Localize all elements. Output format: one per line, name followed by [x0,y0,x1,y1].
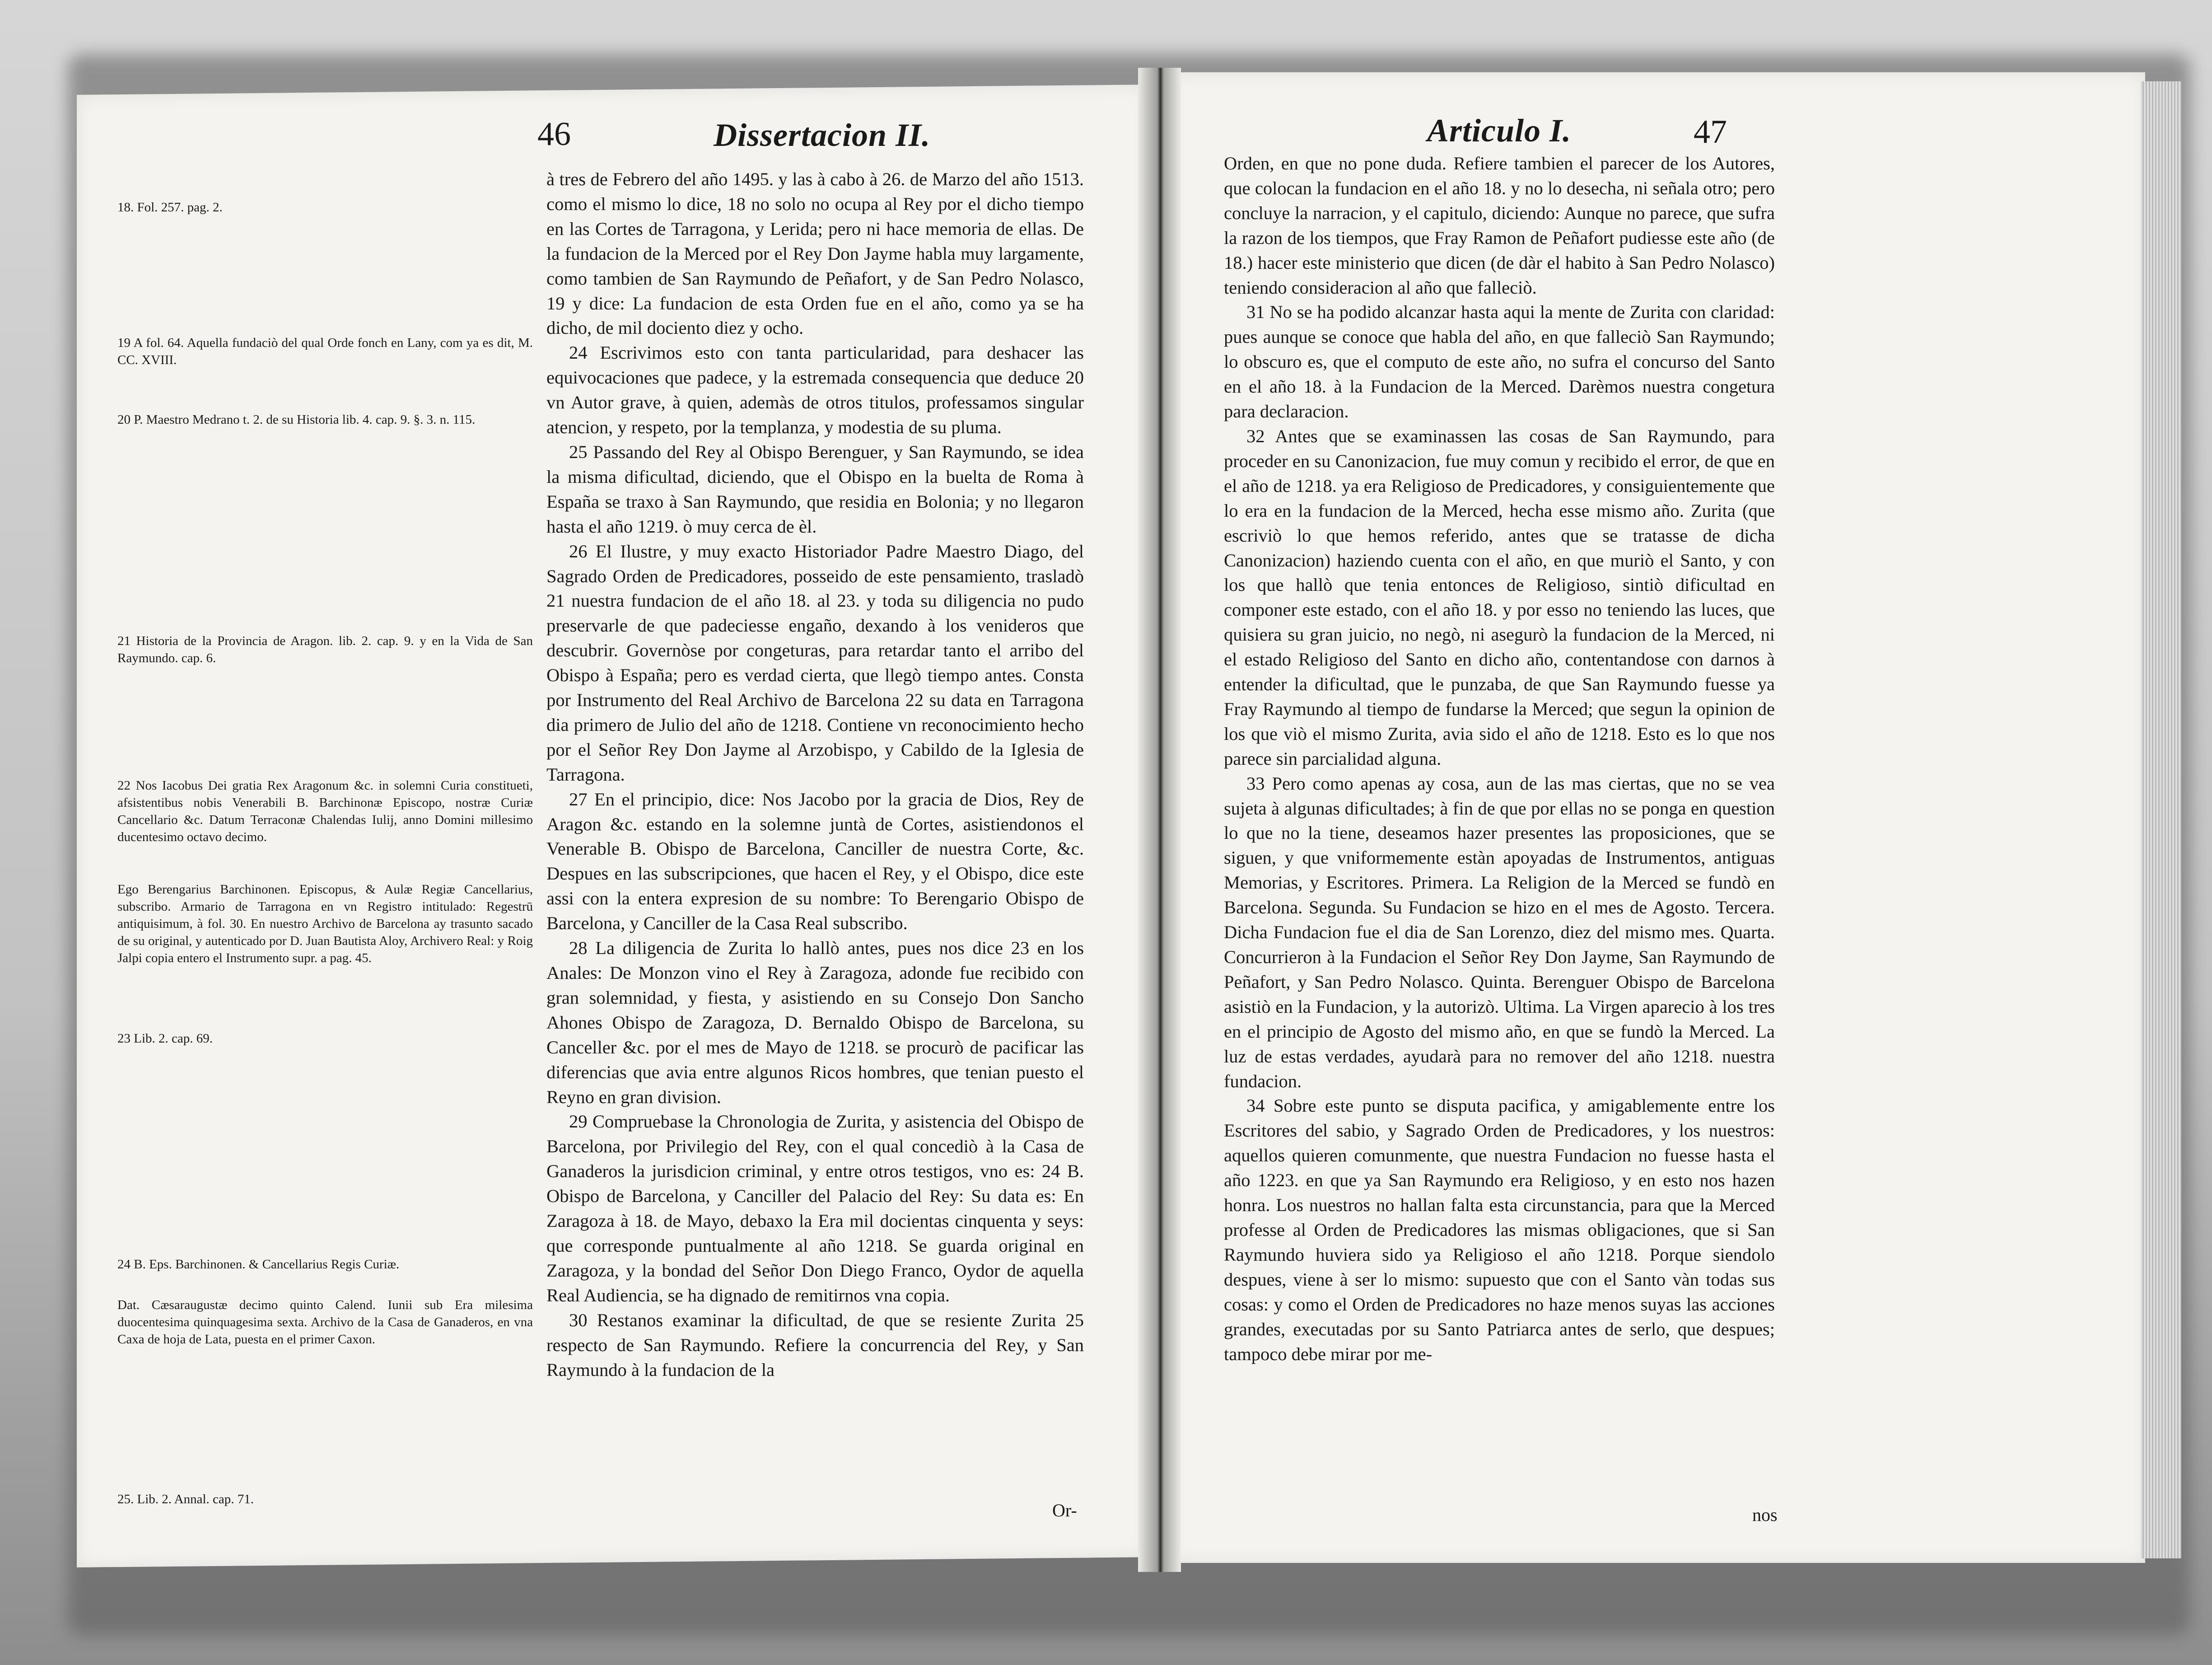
right-folio: 47 [1694,113,1727,150]
margin-note: 24 B. Eps. Barchinonen. & Cancellarius Regis Curiæ. [117,1257,400,1272]
left-running-head: Dissertacion II. [714,117,931,153]
paragraph: 30 Restanos examinar la dificultad, de que se resiente Zurita 25 respecto de San Raymundo. Refiere la concurrencia del Rey, y San Raymundo à la fundacion de la [546,1310,1084,1380]
paragraph: 27 En el principio, dice: Nos Jacobo por la gracia de Dios, Rey de Aragon &c. estando en la solemne juntà de Cortes, asistiendonos el Venerable B. Obispo de Barcelona, Canciller de nuestra Corte, &c. Despues en las subscripciones, que hacen el Rey, y el Obispo, dice este assi con la entera expresion de su nombre: To Berengario Obispo de Barcelona, y Canciller de la Casa Real subscribo. [546,789,1084,934]
paragraph: 33 Pero como apenas ay cosa, aun de las mas ciertas, que no se vea sujeta à algunas dificultades; à fin de que por ellas no se ponga en question lo que no la tiene, deseamos hazer presentes las proposiciones, que se siguen, y que vniformemente estàn apoyadas de Instrumentos, antiguas Memorias, y Escritores. Primera. La Religion de la Merced se fundò en Barcelona. Segunda. Su Fundacion se hizo en el mes de Agosto. Tercera. Dicha Fundacion fue el dia de San Lorenzo, diez del mismo mes. Quarta. Concurrieron à la Fundacion el Señor Rey Don Jayme, San Raymundo de Peñafort, y San Pedro Nolasco. Quinta. Berenguer Obispo de Barcelona asistiò en la Fundacion, y la autorizò. Ultima. La Virgen aparecio à los tres en el principio de Agosto del mismo año, en que se fundò la Merced. La luz de estas verdades, ayudarà para no remover del año 1218. nuestra fundacion. [1224,773,1775,1091]
right-catchword: nos [1752,1505,1778,1525]
margin-note: 25. Lib. 2. Annal. cap. 71. [117,1492,254,1506]
paragraph: Orden, en que no pone duda. Refiere tambien el parecer de los Autores, que colocan la fundacion en el año 18. y no lo desecha, ni señala otro; pero concluye la narracion, y el capitulo, diciendo: Aunque no parece, que sufra la razon de los tiempos, que Fray Ramon de Peñafort pudiesse este año (de 18.) hacer este ministerio que dicen (de dàr el habito à San Pedro Nolasco) teniendo consideracion al año que falleciò. [1224,153,1775,298]
paragraph: 25 Passando del Rey al Obispo Berenguer, y San Raymundo, se idea la misma dificultad, diciendo, que el Obispo en la buelta de Roma à España se traxo à San Raymundo, que residia en Bolonia; y no llegaron hasta el año 1219. ò muy cerca de èl. [546,441,1084,537]
margin-note: 22 Nos Iacobus Dei gratia Rex Aragonum &c. in solemni Curia constitueti, afsistentibus nobis Venerabili B. Barchinonæ Episcopo, nostræ Curiæ Cancellario &c. Datum Terraconæ Chalendas Iulij, anno Domini millesimo ducentesimo octavo decimo. [117,778,533,844]
paragraph: à tres de Febrero del año 1495. y las à cabo à 26. de Marzo del año 1513. como el mismo lo dice, 18 no solo no ocupa al Rey por el dicho tiempo en las Cortes de Tarragona, y Lerida; pero ni hace memoria de ellas. De la fundacion de la Merced por el Rey Don Jayme habla muy largamente, como tambien de San Raymundo de Peñafort, y de San Pedro Nolasco, 19 y dice: La fundacion de esta Orden fue en el año, como ya se ha dicho, de mil dociento diez y ocho. [546,169,1084,338]
left-text-column [546,167,1084,1382]
margin-note: 23 Lib. 2. cap. 69. [117,1031,213,1046]
margin-note: 19 A fol. 64. Aquella fundaciò del qual Orde fonch en Lany, com ya es dit, M. CC. XVIII. [117,336,533,367]
right-running-head: Articulo I. [1427,112,1572,149]
margin-note: 18. Fol. 257. pag. 2. [117,200,223,215]
margin-note: Ego Berengarius Barchinonen. Episcopus, & Aulæ Regiæ Cancellarius, subscribo. Armario de Tarragona en vn Registro intitulado: Regestrū antiquisimum, à fol. 30. En nuestro Archivo de Barcelona ay trasunto sacado de su original, y autenticado por D. Juan Bautista Aloy, Archivero Real: y Roig Jalpi copia entero el Instrumento supr. a pag. 45. [117,882,533,965]
paragraph: 31 No se ha podido alcanzar hasta aqui la mente de Zurita con claridad: pues aunque se conoce que habla del año, en que falleciò San Raymundo; lo obscuro es, que el computo de este año, no sufra el concurso del Santo en el año 18. à la Fundacion de la Merced. Darèmos nuestra congetura para declaracion. [1224,302,1775,422]
paragraph: 29 Compruebase la Chronologia de Zurita, y asistencia del Obispo de Barcelona, por Privilegio del Rey, con el qual concediò à la Casa de Ganaderos la jurisdicion criminal, y entre otros testigos, vno es: 24 B. Obispo de Barcelona, y Canciller del Palacio del Rey: Su data es: En Zaragoza à 18. de Mayo, debaxo la Era mil docientas cinquenta y seys: que corresponde puntualmente al año 1218. Se guarda original en Zaragoza, y la bondad del Señor Don Diego Franco, Oydor de aquella Real Audiencia, se ha dignado de remitirnos vna copia. [546,1111,1084,1305]
margin-note: 20 P. Maestro Medrano t. 2. de su Historia lib. 4. cap. 9. §. 3. n. 115. [117,412,476,427]
left-folio: 46 [537,116,571,153]
right-text-column [1224,151,1775,1366]
margin-note: Dat. Cæsaraugustæ decimo quinto Calend. Iunii sub Era milesima duocentesima quinquagesima sexta. Archivo de la Casa de Ganaderos, en vna Caxa de hoja de Lata, puesta en el primer Caxon. [117,1298,533,1347]
page-edges [2141,81,2181,1558]
book-gutter [1138,68,1181,1572]
paragraph: 34 Sobre este punto se disputa pacifica, y amigablemente entre los Escritores del sabio, y Sagrado Orden de Predicadores, y los nuestros: aquellos quieren comunmente, que nuestra Fundacion no fuesse hasta el año 1223. en que ya San Raymundo era Religioso, y en esto nos hazen honra. Los nuestros no hallan falta esta circunstancia, para que la Merced professe al Orden de Predicadores las mismas obligaciones, que si San Raymundo huviera sido ya Religioso el año 1218. Porque siendolo despues, viene à ser lo mismo: supuesto que con el Santo vàn todas sus cosas: y como el Orden de Predicadores no haze menos suyas las acciones grandes, executadas por su Santo Patriarca antes de serlo, que despues; tampoco debe mirar por me- [1224,1095,1775,1364]
paragraph: 28 La diligencia de Zurita lo hallò antes, pues nos dice 23 en los Anales: De Monzon vino el Rey à Zaragoza, adonde fue recibido con gran solemnidad, y fiesta, y asistiendo en su Consejo Don Sancho Ahones Obispo de Zaragoza, D. Bernaldo Obispo de Barcelona, su Canceller &c. por el mes de Mayo de 1218. se procurò de pacificar las diferencias que avia entre algunos Ricos hombres, que tenian puesto el Reyno en gran division. [546,938,1084,1107]
left-catchword: Or- [1052,1500,1077,1520]
margin-note: 21 Historia de la Provincia de Aragon. lib. 2. cap. 9. y en la Vida de San Raymundo. cap. 6. [117,634,533,665]
paragraph: 32 Antes que se examinassen las cosas de San Raymundo, para proceder en su Canonizacion, fue muy comun y recibido el error, de que en el año de 1218. ya era Religioso de Predicadores, y consiguientemente que lo era en la fundacion de la Merced, hecha esse mismo año. Zurita (que escriviò lo que hemos referido, antes que se tratasse de dicha Canonizacion) haziendo cuenta con el año, en que muriò el Santo, y con los que hallò que tenia entonces de Religioso, sintiò dificultad en componer este estado, con el año 18. y por esso no teniendo las luces, que quisiera su gran juicio, no negò, ni asegurò la fundacion de la Merced, ni el estado Religioso del Santo en dicho año, contentandose con darnos à entender la dificultad, que le punzaba, de que San Raymundo fuesse ya Fray Raymundo al tiempo de fundarse la Merced; que segun la opinion de los que viò el mismo Zurita, avia sido el año de 1218. Esto es lo que nos parece sin parcialidad alguna. [1224,426,1775,769]
paragraph: 24 Escrivimos esto con tanta particularidad, para deshacer las equivocaciones que padece, y la estremada consequencia que deduce 20 vn Autor grave, à quien, ademàs de otros titulos, professamos singular atencion, y respeto, por la templanza, y modestia de su pluma. [546,342,1084,438]
paragraph: 26 El Ilustre, y muy exacto Historiador Padre Maestro Diago, del Sagrado Orden de Predicadores, posseido de este pensamiento, trasladò 21 nuestra fundacion de el año 18. al 23. y toda su diligencia no pudo preservarle de que padeciesse engaño, dexando à los venideros que descubrir. Governòse por congeturas, para retardar tanto el arribo del Obispo à España; pero es verdad cierta, que llegò tiempo antes. Consta por Instrumento del Real Archivo de Barcelona 22 su data en Tarragona dia primero de Julio del año de 1218. Contiene vn reconocimiento hecho por el Señor Rey Don Jayme al Arzobispo, y Cabildo de la Iglesia de Tarragona. [546,541,1084,785]
